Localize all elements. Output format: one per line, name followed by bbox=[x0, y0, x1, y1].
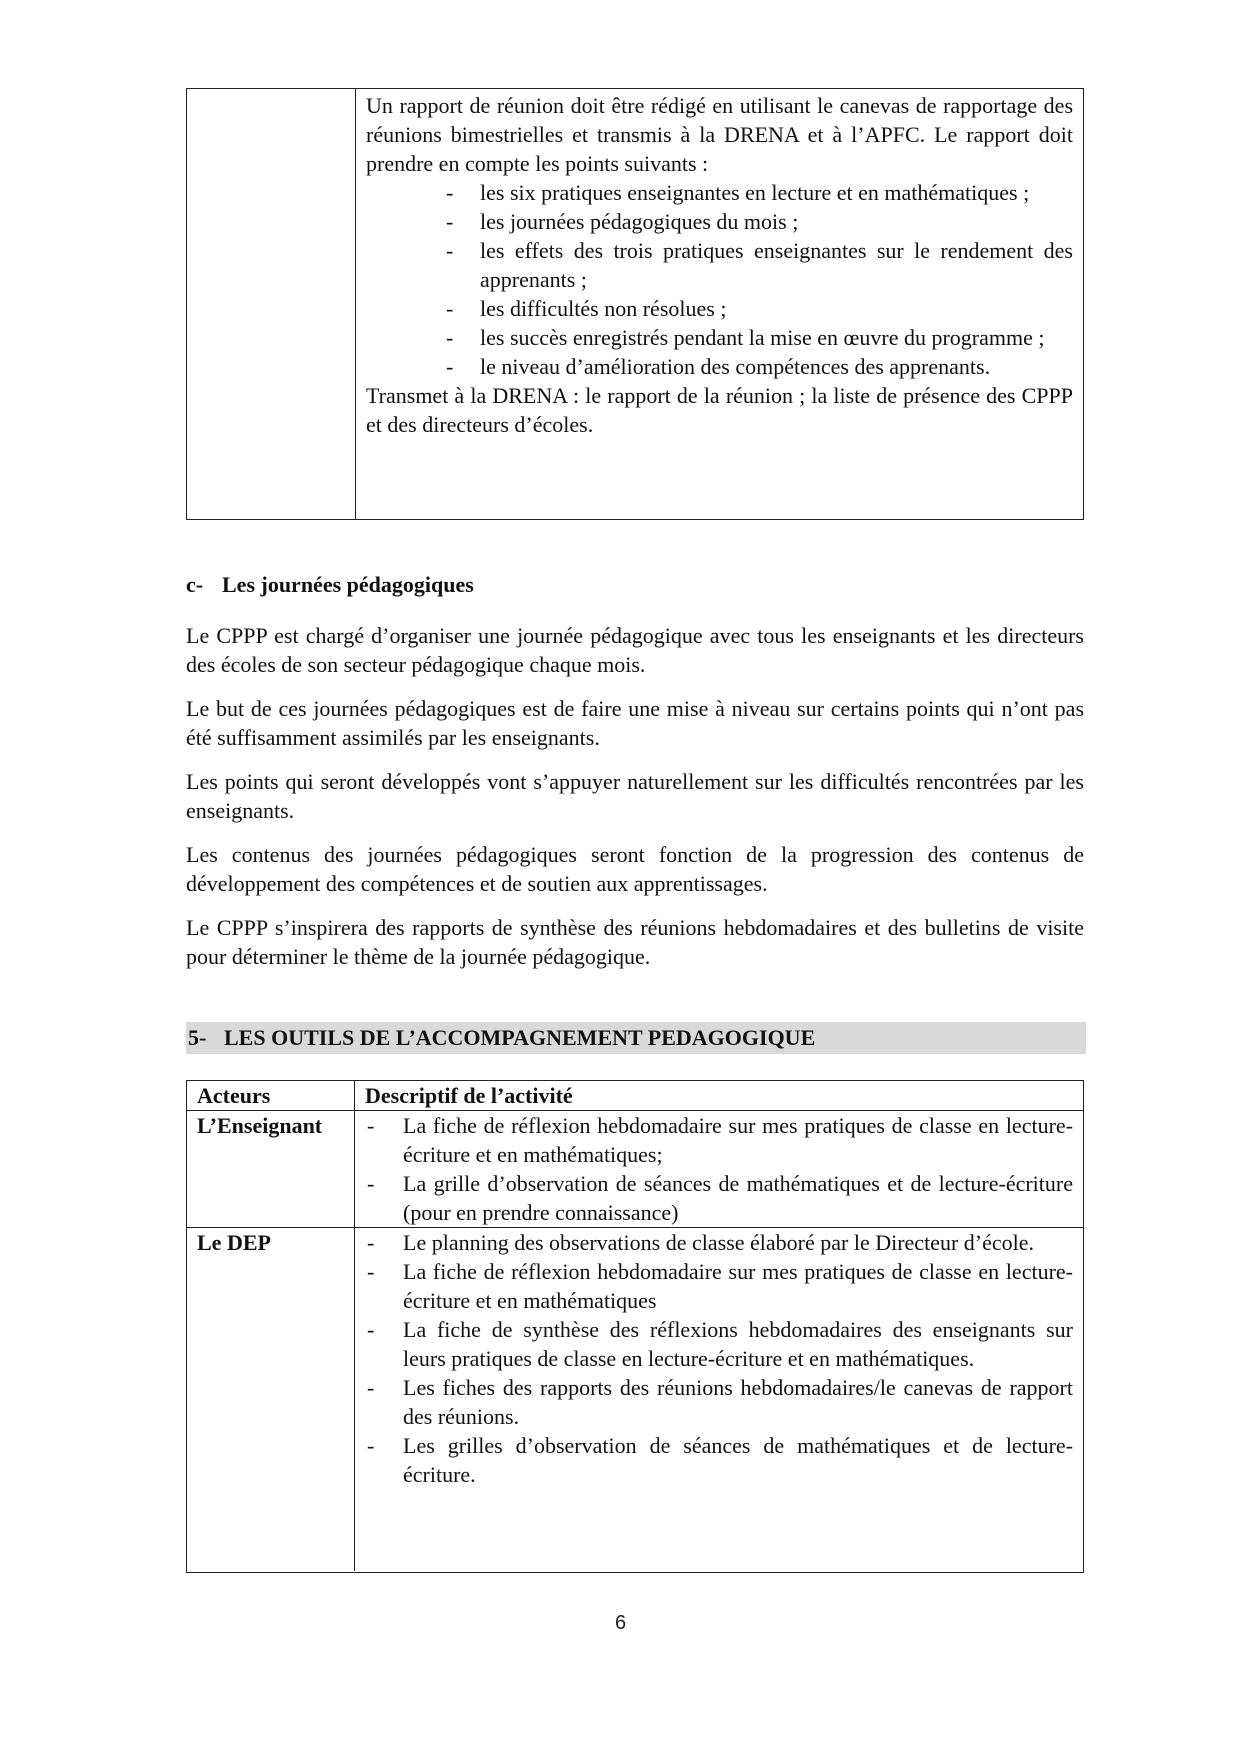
page-number: 6 bbox=[614, 1612, 627, 1634]
description-cell bbox=[355, 1228, 1083, 1571]
section-5-number: 5- bbox=[188, 1025, 207, 1050]
list-item: - La grille d’observation de séances de mathématiques et de lecture-écriture (pour en prendre connaissance) bbox=[365, 1169, 1073, 1227]
table-row bbox=[187, 1111, 1083, 1228]
list-item: - le niveau d’amélioration des compétences des apprenants. bbox=[446, 352, 1073, 381]
list-item: - Le planning des observations de classe élaboré par le Directeur d’école. bbox=[365, 1228, 1073, 1257]
report-closing: Transmet à la DRENA : le rapport de la réunion ; la liste de présence des CPPP et des directeurs d’écoles. bbox=[366, 383, 1073, 437]
table-left-cell bbox=[187, 89, 356, 519]
paragraph: Le CPPP s’inspirera des rapports de synthèse des réunions hebdomadaires et des bulletins de visite pour déterminer le thème de la journée pédagogique. bbox=[186, 915, 1084, 969]
description-cell bbox=[355, 1111, 1083, 1227]
tools-list bbox=[365, 1228, 1073, 1489]
section-5-heading bbox=[186, 1022, 1086, 1054]
list-item: - les difficultés non résolues ; bbox=[446, 294, 1073, 323]
meeting-report-table bbox=[186, 88, 1084, 520]
paragraph: Le but de ces journées pédagogiques est de faire une mise à niveau sur certains points qui n’ont pas été suffisamment assimilés par les enseignants. bbox=[186, 696, 1084, 750]
list-item: - les six pratiques enseignantes en lecture et en mathématiques ; bbox=[446, 178, 1073, 207]
section-c-heading bbox=[186, 572, 474, 598]
list-item: - les effets des trois pratiques enseignantes sur le rendement des apprenants ; bbox=[446, 236, 1073, 294]
paragraph: Le CPPP est chargé d’organiser une journée pédagogique avec tous les enseignants et les directeurs des écoles de son secteur pédagogique chaque mois. bbox=[186, 623, 1084, 677]
table-row bbox=[187, 1228, 1083, 1571]
section-c-letter: c- bbox=[186, 572, 204, 597]
list-item: - les journées pédagogiques du mois ; bbox=[446, 207, 1073, 236]
actor-cell: L’Enseignant bbox=[187, 1111, 355, 1227]
list-item: - La fiche de réflexion hebdomadaire sur mes pratiques de classe en lecture-écriture et en mathématiques; bbox=[365, 1111, 1073, 1169]
list-item: - La fiche de réflexion hebdomadaire sur mes pratiques de classe en lecture-écriture et en mathématiques bbox=[365, 1257, 1073, 1315]
list-item: - La fiche de synthèse des réflexions hebdomadaires des enseignants sur leurs pratiques de classe en lecture-écriture et en mathématiques. bbox=[365, 1315, 1073, 1373]
actor-cell: Le DEP bbox=[187, 1228, 355, 1571]
table-right-cell bbox=[356, 89, 1083, 519]
table-header-row bbox=[187, 1081, 1083, 1111]
header-description: Descriptif de l’activité bbox=[365, 1083, 573, 1108]
list-item: - Les grilles d’observation de séances de mathématiques et de lecture-écriture. bbox=[365, 1431, 1073, 1489]
paragraph: Les points qui seront développés vont s’appuyer naturellement sur les difficultés rencontrées par les enseignants. bbox=[186, 769, 1084, 823]
section-c-title: Les journées pédagogiques bbox=[222, 572, 474, 597]
tools-list bbox=[365, 1111, 1073, 1227]
section-c-body bbox=[186, 621, 1084, 986]
paragraph: Les contenus des journées pédagogiques seront fonction de la progression des contenus de développement des compétences et de soutien aux apprentissages. bbox=[186, 842, 1084, 896]
report-intro: Un rapport de réunion doit être rédigé en utilisant le canevas de rapportage des réunions bimestrielles et transmis à la DRENA et à l’APFC. Le rapport doit prendre en compte les points suivants : bbox=[366, 93, 1073, 176]
list-item: - les succès enregistrés pendant la mise en œuvre du programme ; bbox=[446, 323, 1073, 352]
report-points-list bbox=[366, 178, 1073, 381]
tools-table bbox=[186, 1080, 1084, 1573]
list-item: - Les fiches des rapports des réunions hebdomadaires/le canevas de rapport des réunions. bbox=[365, 1373, 1073, 1431]
header-actors: Acteurs bbox=[187, 1081, 355, 1110]
section-5-title: LES OUTILS DE L’ACCOMPAGNEMENT PEDAGOGIQUE bbox=[224, 1025, 816, 1050]
